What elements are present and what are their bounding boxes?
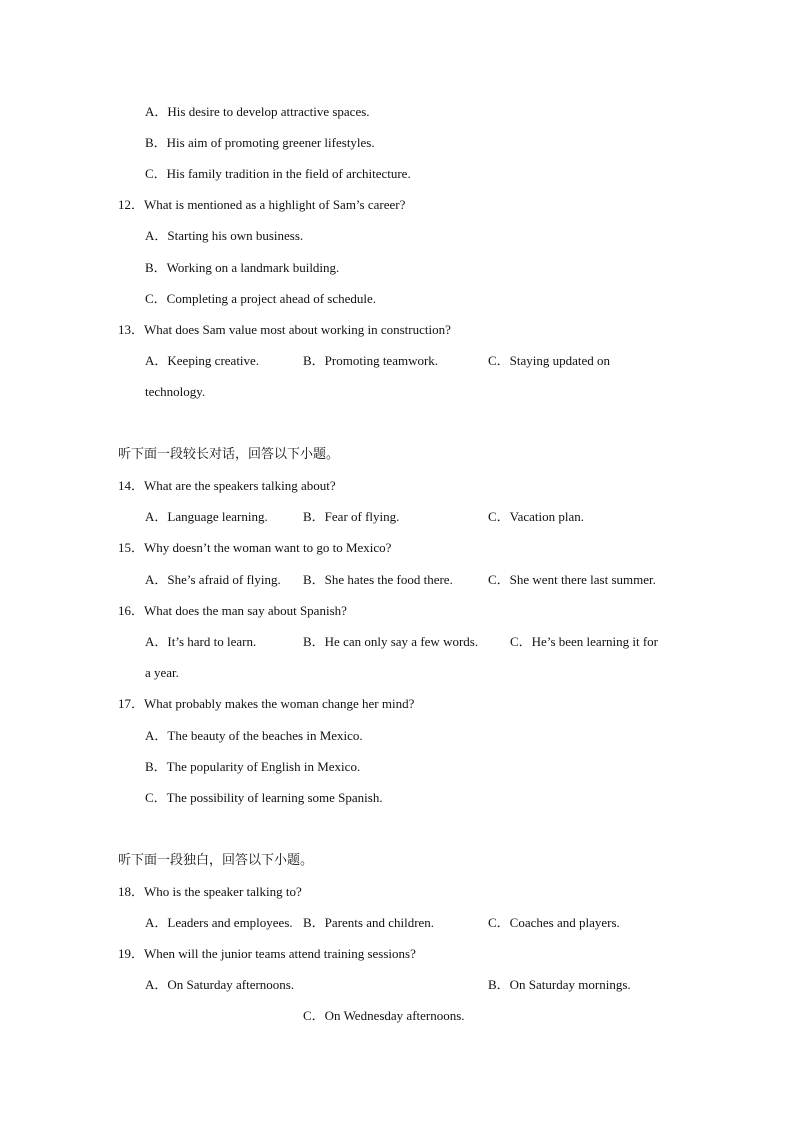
q13-option-c: C．Staying updated on: [488, 353, 611, 368]
q11-option-b: B．His aim of promoting greener lifestyles.: [145, 135, 375, 150]
q12-option-b: B．Working on a landmark building.: [145, 260, 340, 275]
q17-option-c: C．The possibility of learning some Spanish.: [145, 790, 383, 805]
q19-question: 19．When will the junior teams attend training sessions?: [118, 946, 416, 961]
q15-option-b: B．She hates the food there.: [303, 572, 453, 587]
q12-option-c: C．Completing a project ahead of schedule.: [145, 291, 377, 306]
q18-question: 18．Who is the speaker talking to?: [118, 884, 302, 899]
q14-option-b: B．Fear of flying.: [303, 509, 400, 524]
q14-question: 14．What are the speakers talking about?: [118, 478, 336, 493]
q11-option-c: C．His family tradition in the field of architecture.: [145, 166, 411, 181]
q13-option-c-continuation: technology.: [145, 384, 206, 399]
q14-option-c: C．Vacation plan.: [488, 509, 585, 524]
q12-question: 12．What is mentioned as a highlight of Sam’s career?: [118, 197, 406, 212]
section-heading-monologue: 听下面一段独白，回答以下小题。: [118, 853, 314, 868]
section-heading-dialogue: 听下面一段较长对话，回答以下小题。: [118, 447, 340, 462]
q13-question: 13．What does Sam value most about working in construction?: [118, 322, 451, 337]
q12-option-a: A．Starting his own business.: [145, 228, 304, 243]
q17-question: 17．What probably makes the woman change her mind?: [118, 696, 415, 711]
q11-option-a: A．His desire to develop attractive spaces.: [145, 104, 370, 119]
q19-option-a: A．On Saturday afternoons.: [145, 977, 295, 992]
q16-option-a: A．It’s hard to learn.: [145, 634, 257, 649]
q17-option-b: B．The popularity of English in Mexico.: [145, 759, 361, 774]
q15-question: 15．Why doesn’t the woman want to go to Mexico?: [118, 540, 392, 555]
q13-option-b: B．Promoting teamwork.: [303, 353, 439, 368]
q15-option-a: A．She’s afraid of flying.: [145, 572, 281, 587]
q16-option-b: B．He can only say a few words.: [303, 634, 479, 649]
q18-option-b: B．Parents and children.: [303, 915, 435, 930]
q16-option-c: C．He’s been learning it for: [510, 634, 659, 649]
q15-option-c: C．She went there last summer.: [488, 572, 656, 587]
q18-option-c: C．Coaches and players.: [488, 915, 620, 930]
q17-option-a: A．The beauty of the beaches in Mexico.: [145, 728, 363, 743]
q16-option-c-continuation: a year.: [145, 665, 179, 680]
q18-option-a: A．Leaders and employees.: [145, 915, 293, 930]
q14-option-a: A．Language learning.: [145, 509, 268, 524]
q19-option-b: B．On Saturday mornings.: [488, 977, 631, 992]
q13-option-a: A．Keeping creative.: [145, 353, 260, 368]
q19-option-c: C．On Wednesday afternoons.: [303, 1008, 465, 1023]
q16-question: 16．What does the man say about Spanish?: [118, 603, 347, 618]
